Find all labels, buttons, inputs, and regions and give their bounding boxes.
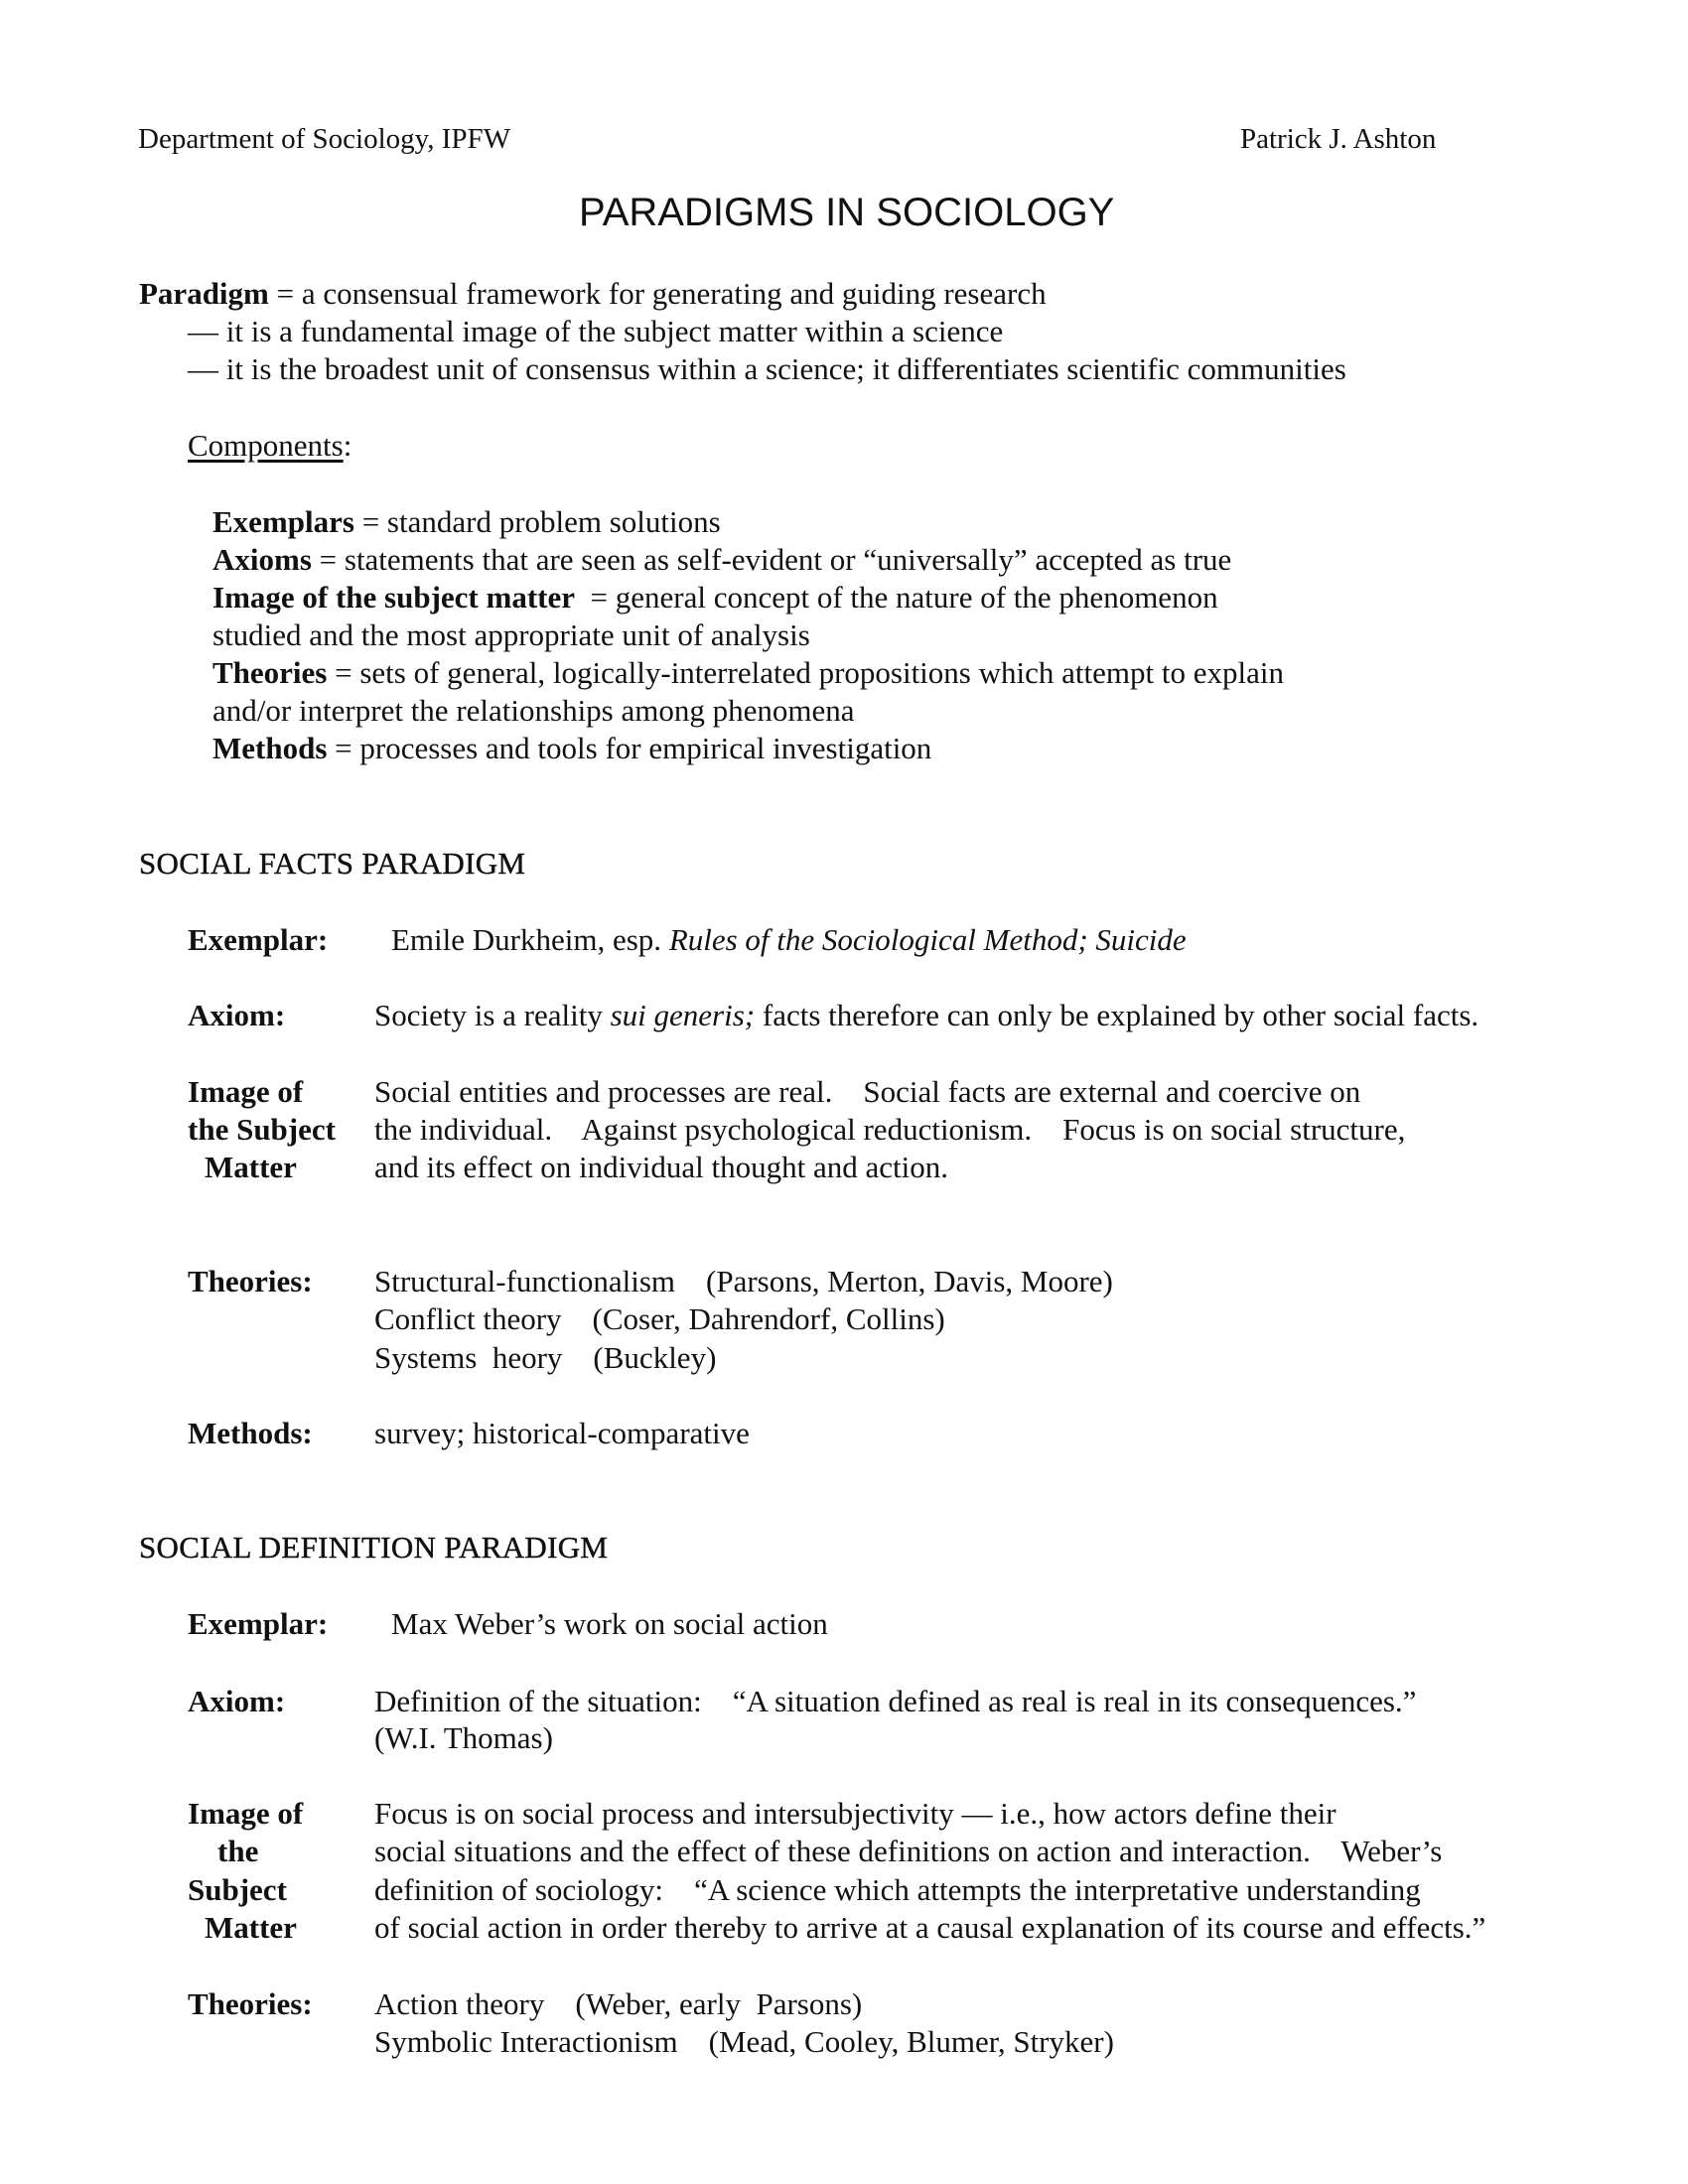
image-text-line: Focus is on social process and intersubjectivity — i.e., how actors define their (374, 1796, 1336, 1831)
exemplar-label: Exemplar: (188, 922, 329, 957)
exemplar-works: Rules of the Sociological Method; Suicide (668, 922, 1187, 957)
image-text-line: definition of sociology: “A science which attempts the interpretative understanding (374, 1872, 1421, 1907)
methods-value: survey; historical-comparative (374, 1416, 750, 1450)
exemplar-value (391, 921, 1187, 959)
axiom-value (374, 997, 1478, 1034)
exemplar-label: Exemplar: (188, 1606, 329, 1641)
exemplar-text: Emile Durkheim, esp. (391, 922, 669, 957)
components-heading-text: Components (188, 428, 344, 463)
image-text-line: of social action in order thereby to arrive at a causal explanation of its course and effects.” (374, 1910, 1486, 1945)
theory-item: Symbolic Interactionism (Mead, Cooley, Blumer, Stryker) (374, 2024, 1114, 2059)
image-text-line: Social entities and processes are real. Social facts are external and coercive on (374, 1074, 1361, 1109)
exemplar-value: Max Weber’s work on social action (391, 1606, 828, 1641)
author-header: Patrick J. Ashton (1240, 123, 1437, 155)
axiom-text: Society is a reality (374, 998, 611, 1032)
image-text-line: the individual. Against psychological reductionism. Focus is on social structure, (374, 1112, 1406, 1147)
page-title: PARADIGMS IN SOCIOLOGY (579, 191, 1115, 234)
theories-label: Theories: (188, 1264, 313, 1298)
component-theories-continuation: and/or interpret the relationships among phenomena (212, 693, 855, 728)
component-text: = statements that are seen as self-evident or “universally” accepted as true (311, 542, 1232, 577)
axiom-text-line: Definition of the situation: “A situation defined as real is real in its consequences.” (374, 1684, 1417, 1718)
paradigm-point-1: — it is a fundamental image of the subject matter within a science (188, 314, 1004, 348)
components-heading (188, 427, 352, 465)
image-label-line: Subject (188, 1872, 287, 1907)
axiom-text-line: (W.I. Thomas) (374, 1720, 553, 1755)
component-text: = sets of general, logically-interrelated propositions which attempt to explain (327, 655, 1284, 690)
component-term: Methods (212, 731, 328, 765)
component-term: Theories (212, 655, 328, 690)
paradigm-point-2: — it is the broadest unit of consensus within a science; it differentiates scientific communities (188, 351, 1346, 386)
image-label-line: the (217, 1834, 259, 1868)
image-label-line: Image of (188, 1796, 304, 1831)
component-text: = standard problem solutions (353, 504, 721, 539)
components-heading-colon: : (343, 428, 352, 463)
section-heading: SOCIAL FACTS PARADIGM (139, 846, 526, 881)
axiom-label: Axiom: (188, 1684, 286, 1718)
image-text-line: social situations and the effect of these definitions on action and interaction. Weber’s (374, 1834, 1443, 1868)
paradigm-definition-text: = a consensual framework for generating and guiding research (268, 276, 1047, 311)
component-exemplars (212, 503, 721, 541)
component-image-continuation: studied and the most appropriate unit of analysis (212, 617, 810, 652)
department-header: Department of Sociology, IPFW (138, 123, 511, 155)
theories-label: Theories: (188, 1986, 313, 2021)
component-image (212, 579, 1218, 616)
component-text: = processes and tools for empirical investigation (327, 731, 932, 765)
image-label-line: the Subject (188, 1112, 336, 1147)
axiom-italic: sui generis; (610, 998, 756, 1032)
component-term: Image of the subject matter (212, 580, 575, 614)
image-label-line: Image of (188, 1074, 304, 1109)
theory-item: Action theory (Weber, early Parsons) (374, 1986, 863, 2021)
image-label-line: Matter (205, 1910, 297, 1945)
component-text: = general concept of the nature of the phenomenon (575, 580, 1218, 614)
paradigm-definition (139, 275, 1047, 313)
image-text-line: and its effect on individual thought and action. (374, 1150, 948, 1184)
image-label-line: Matter (205, 1150, 297, 1184)
component-axioms (212, 541, 1231, 579)
component-theories (212, 654, 1284, 692)
axiom-label: Axiom: (188, 998, 286, 1032)
section-heading: SOCIAL DEFINITION PARADIGM (139, 1530, 609, 1565)
axiom-text: facts therefore can only be explained by other social facts. (755, 998, 1479, 1032)
component-term: Exemplars (212, 504, 354, 539)
theory-item: Structural-functionalism (Parsons, Merton, Davis, Moore) (374, 1264, 1113, 1298)
theory-item: Conflict theory (Coser, Dahrendorf, Collins) (374, 1301, 945, 1336)
theory-item: Systems heory (Buckley) (374, 1340, 717, 1375)
component-term: Axioms (212, 542, 312, 577)
paradigm-term: Paradigm (139, 276, 269, 311)
methods-label: Methods: (188, 1416, 313, 1450)
component-methods (212, 730, 931, 767)
